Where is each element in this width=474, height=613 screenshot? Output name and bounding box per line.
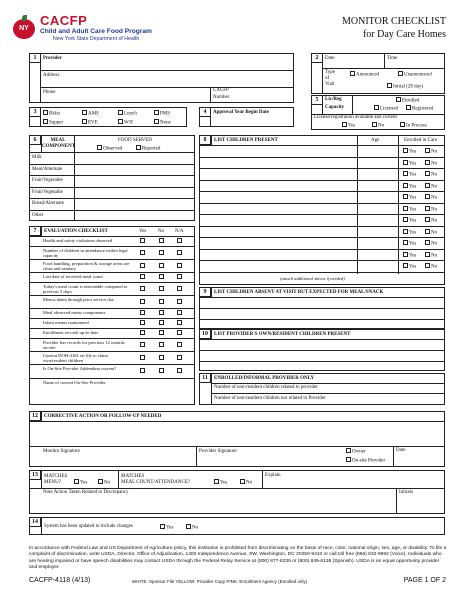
- evaluation-item-label: Health and safety violations observed: [43, 237, 113, 243]
- food-served-field[interactable]: [75, 187, 195, 199]
- evaluation-no-checkbox[interactable]: [159, 342, 164, 347]
- evaluation-no-checkbox[interactable]: [159, 299, 164, 304]
- evaluation-item-label: Number of children in attendance within legal capacity: [43, 247, 128, 258]
- meal-component-row-label: Meat/Alternate: [32, 166, 63, 172]
- evaluation-no-checkbox[interactable]: [159, 355, 164, 360]
- section-number: 5: [311, 95, 323, 105]
- enrolled-no-checkbox[interactable]: [425, 252, 437, 260]
- ny-apple-icon: [13, 19, 35, 39]
- evaluation-no-checkbox[interactable]: [159, 263, 164, 268]
- enrolled-yes-checkbox[interactable]: [403, 206, 416, 214]
- cacfp-label: CACFP: [213, 88, 229, 93]
- evaluation-yes-checkbox[interactable]: [140, 355, 145, 360]
- evaluation-no-checkbox[interactable]: [159, 330, 164, 335]
- evaluation-na-checkbox[interactable]: [177, 250, 182, 255]
- yes-label: Yes: [409, 195, 417, 201]
- section-10-own-children: [199, 329, 445, 371]
- system-updated-label: System has been updated to include changes: [44, 524, 133, 529]
- no-label: No: [431, 218, 438, 224]
- evaluation-no-checkbox[interactable]: [159, 310, 164, 315]
- mealcount-yes-checkbox[interactable]: Yes: [214, 479, 227, 487]
- lic-reg-label: Lic/Reg: [325, 97, 342, 102]
- provider-label: Provider: [43, 56, 62, 61]
- enrolled-no-checkbox[interactable]: [425, 217, 437, 225]
- onsite-provider-checkbox[interactable]: On-site Provider: [346, 457, 385, 465]
- section-number: 1: [29, 53, 41, 63]
- section-6-meal-components: [29, 135, 195, 221]
- food-served-field[interactable]: [75, 152, 195, 164]
- evaluation-yes-checkbox[interactable]: [140, 320, 145, 325]
- enrolled-no-checkbox[interactable]: [425, 160, 437, 168]
- yes-label: Yes: [409, 241, 417, 247]
- evaluation-yes-checkbox[interactable]: [140, 368, 145, 373]
- meal-component-row-label: Milk: [32, 155, 42, 160]
- phone-label: Phone: [43, 90, 56, 95]
- matches-menu-label: MATCHES MENU?: [44, 474, 68, 485]
- section-number: 7: [29, 226, 41, 236]
- evaluation-no-checkbox[interactable]: [159, 274, 164, 279]
- section-number: 6: [29, 135, 41, 145]
- unannounced-checkbox[interactable]: Unannounced: [398, 71, 432, 79]
- meal-component-header: MEAL COMPONENT: [42, 138, 76, 149]
- matches-meal-count-label: MATCHES MEAL COUNT/ATTENDANCE?: [121, 474, 191, 485]
- enrolled-yes-checkbox[interactable]: [403, 229, 416, 237]
- children-present-title: LIST CHILDREN PRESENT: [214, 138, 278, 143]
- related-children-label: Number of non-resident children related to provider: [214, 385, 318, 390]
- no-label: No: [431, 149, 438, 155]
- no-label: No: [431, 264, 438, 270]
- food-served-header: FOOD SERVED: [118, 138, 152, 143]
- meal-none-checkbox[interactable]: None: [154, 119, 171, 127]
- yes-label: Yes: [409, 264, 417, 270]
- evaluation-na-checkbox[interactable]: [177, 310, 182, 315]
- menu-yes-checkbox[interactable]: Yes: [74, 479, 87, 487]
- evaluation-item-label: Current DOH-4161 on file to claim own/resident children: [43, 352, 108, 363]
- license-available-label: License/registration available and current: [314, 115, 397, 120]
- section-number: 13: [29, 470, 41, 480]
- enrolled-yes-checkbox[interactable]: [403, 263, 416, 271]
- meal-component-row-label: Fruit/Vegetable: [32, 178, 63, 183]
- evaluation-yes-checkbox[interactable]: [140, 238, 145, 243]
- enrolled-no-checkbox[interactable]: [425, 148, 437, 156]
- attach-sheets-note: (attach additional sheets if needed): [280, 276, 345, 281]
- menu-no-checkbox[interactable]: No: [98, 479, 110, 487]
- evaluation-no-checkbox[interactable]: [159, 250, 164, 255]
- yes-label: Yes: [409, 253, 417, 258]
- evaluation-no-checkbox[interactable]: [159, 320, 164, 325]
- evaluation-na-checkbox[interactable]: [177, 320, 182, 325]
- yes-label: Yes: [409, 207, 417, 212]
- enrolled-yes-checkbox[interactable]: [403, 252, 416, 260]
- logo-badge: NY: [19, 25, 29, 32]
- license-in-process-checkbox[interactable]: In Process: [400, 122, 427, 130]
- no-label: No: [431, 195, 438, 201]
- children-absent-title: LIST CHILDREN ABSENT AT VISIT BUT EXPECTED FOR MEAL/SNACK: [214, 290, 384, 295]
- evaluation-checklist-title: EVALUATION CHECKLIST: [44, 229, 108, 234]
- section-number: 2: [311, 53, 323, 63]
- evaluation-yes-checkbox[interactable]: [140, 250, 145, 255]
- registered-checkbox[interactable]: Registered: [406, 105, 433, 113]
- enrolled-no-checkbox[interactable]: [425, 240, 437, 248]
- time-label: Time: [387, 56, 398, 61]
- evaluation-yes-checkbox[interactable]: [140, 299, 145, 304]
- type-of-visit-label: Type of Visit: [325, 70, 335, 87]
- yes-label: Yes: [409, 230, 417, 235]
- col-na-header: N/A: [175, 229, 184, 234]
- section-number: 9: [199, 287, 211, 297]
- logo: [13, 13, 152, 43]
- meal-lunch-checkbox[interactable]: Lunch: [118, 110, 137, 118]
- section-11-enrolled-informal: [199, 373, 445, 405]
- enrolled-no-checkbox[interactable]: [425, 263, 437, 271]
- license-no-checkbox[interactable]: No: [372, 122, 384, 130]
- enrolled-no-checkbox[interactable]: [425, 171, 437, 179]
- evaluation-no-checkbox[interactable]: [159, 238, 164, 243]
- department-name: New York State Department of Health: [53, 36, 140, 42]
- food-served-field[interactable]: [75, 175, 195, 187]
- program-name: Child and Adult Care Food Program: [40, 28, 152, 35]
- enrolled-informal-title: ENROLLED/INFORMAL PROVIDER ONLY: [214, 376, 315, 381]
- no-label: No: [431, 172, 438, 178]
- enrolled-yes-checkbox[interactable]: [403, 240, 416, 248]
- evaluation-item-label: Menus dated through prior service day: [43, 296, 115, 302]
- page-subtitle: for Day Care Homes: [362, 29, 446, 40]
- evaluation-yes-checkbox[interactable]: [140, 274, 145, 279]
- form-id: CACFP-4118 (4/13): [29, 577, 91, 584]
- section-14-system-updated: [29, 517, 445, 535]
- own-children-title: LIST PROVIDER'S OWN/RESIDENT CHILDREN PRESENT: [214, 332, 351, 337]
- no-label: No: [431, 230, 438, 235]
- system-yes-checkbox[interactable]: Yes: [160, 524, 173, 532]
- enrolled-no-checkbox[interactable]: [425, 229, 437, 237]
- note-action-label: Note Action Taken Related to Discrepancy: [43, 490, 129, 495]
- evaluation-na-checkbox[interactable]: [177, 274, 182, 279]
- meal-bkfst-checkbox[interactable]: Bkfst: [43, 110, 60, 118]
- meal-we-checkbox[interactable]: W/E: [118, 119, 133, 127]
- evaluation-item-label: Enrollment records up-to-date: [43, 329, 99, 335]
- approval-year-label: Approval Year Begin Date: [213, 110, 269, 115]
- section-13-discrepancy: [29, 470, 445, 514]
- yes-label: Yes: [409, 218, 417, 224]
- initial-visit-checkbox[interactable]: Initial (28 day): [387, 83, 423, 91]
- section-number: 3: [29, 107, 41, 117]
- section-number: 10: [199, 329, 211, 339]
- enrolled-no-checkbox[interactable]: [425, 206, 437, 214]
- enrolled-yes-checkbox[interactable]: [403, 194, 416, 202]
- meal-component-row-label: Bread/Alternate: [32, 201, 64, 206]
- meal-component-row-label: Fruit/Vegetable: [32, 189, 63, 195]
- evaluation-na-checkbox[interactable]: [177, 299, 182, 304]
- explain-label: Explain: [265, 473, 281, 478]
- observed-checkbox[interactable]: Observed: [97, 145, 122, 153]
- food-served-field[interactable]: [75, 210, 195, 222]
- cacfp-number-label: Number: [213, 95, 230, 100]
- page-number: PAGE 1 OF 2: [403, 577, 446, 584]
- section-8-children-present: [199, 135, 445, 285]
- capacity-label: Capacity: [325, 105, 345, 110]
- meal-ams-checkbox[interactable]: AMS: [82, 110, 99, 118]
- evaluation-na-checkbox[interactable]: [177, 355, 182, 360]
- food-served-field[interactable]: [75, 164, 195, 176]
- yes-label: Yes: [409, 161, 417, 166]
- evaluation-na-checkbox[interactable]: [177, 263, 182, 268]
- meal-supper-checkbox[interactable]: Supper: [43, 119, 63, 127]
- col-no-header: No: [158, 229, 165, 234]
- no-label: No: [431, 161, 438, 166]
- evaluation-item-label: Meal observed meets components: [43, 309, 106, 315]
- evaluation-yes-checkbox[interactable]: [140, 342, 145, 347]
- distribution-note: WHITE: Sponsor File YELLOW: Provider Copy PINK: Enrollment Agency (Enrolled only): [132, 579, 308, 584]
- yes-label: Yes: [409, 149, 417, 155]
- enrolled-yes-checkbox[interactable]: [403, 183, 416, 191]
- date-label: Date: [396, 448, 406, 453]
- age-header: Age: [371, 138, 380, 143]
- mealcount-no-checkbox[interactable]: No: [240, 479, 252, 487]
- evaluation-na-checkbox[interactable]: [177, 342, 182, 347]
- meal-eve-checkbox[interactable]: EVE: [82, 119, 98, 127]
- logo-name: CACFP: [40, 13, 88, 28]
- address-label: Address: [43, 73, 60, 78]
- evaluation-item-label: Last date of received meal count: [43, 273, 103, 279]
- section-12-corrective-action: [29, 411, 445, 467]
- unrelated-children-label: Number of non-resident children not related to Provider: [214, 396, 326, 401]
- provider-signature-label: Provider Signature: [199, 449, 237, 454]
- no-label: No: [431, 207, 438, 212]
- section-number: 14: [29, 517, 41, 527]
- evaluation-na-checkbox[interactable]: [177, 238, 182, 243]
- corrective-action-title: CORRECTIVE ACTION OR FOLLOW-UP NEEDED: [44, 414, 162, 419]
- section-4-approval-year: [199, 107, 294, 127]
- owner-checkbox[interactable]: Owner: [346, 448, 366, 456]
- page-title: MONITOR CHECKLIST: [342, 16, 446, 27]
- reported-checkbox[interactable]: Reported: [136, 145, 160, 153]
- food-served-field[interactable]: [75, 198, 195, 210]
- section-number: 11: [199, 373, 211, 383]
- section-number: 4: [199, 107, 211, 117]
- evaluation-item-label: Infant menus maintained: [43, 319, 89, 325]
- evaluation-item-label: Food handling, preparation & storage areas are clean and sanitary: [43, 260, 130, 271]
- enrolled-no-checkbox[interactable]: [425, 183, 437, 191]
- nondiscrimination-statement: In accordance with Federal Law and US Department of Agriculture policy, this institution is prohibited from discriminating on the basis of race, color, national origin, sex, age, or disability. To file a complaint of discrimination, write USDA, Director, Office of Adjudication, 1400 Independence Avenue, SW, Washington, DC 20250-9410 or call toll free (866) 632-9992 (Voice). Individuals who are hearing impaired or have speech disabilities may contact USDA through the Federal Relay Service at (800) 877-8339 or (800) 845-6136 (Spanish). USDA is an equal opportunity provider and employer.: [29, 546, 447, 571]
- evaluation-item-label: Name of current On-Site Provider: [43, 379, 106, 385]
- evaluation-na-checkbox[interactable]: [177, 368, 182, 373]
- monitor-signature-label: Monitor Signature: [43, 449, 80, 454]
- meal-pms-checkbox[interactable]: PMS: [154, 110, 170, 118]
- meal-component-row-label: Other: [32, 212, 44, 218]
- enrolled-in-care-header: Enrolled in Care: [404, 138, 438, 143]
- evaluation-na-checkbox[interactable]: [177, 286, 182, 291]
- no-label: No: [431, 241, 438, 247]
- section-2-visit: [311, 53, 445, 94]
- evaluation-yes-checkbox[interactable]: [140, 286, 145, 291]
- no-label: No: [431, 184, 438, 189]
- section-3-meals-approved: [29, 107, 187, 127]
- evaluation-no-checkbox[interactable]: [159, 286, 164, 291]
- evaluation-yes-checkbox[interactable]: [140, 310, 145, 315]
- col-yes-header: Yes: [139, 229, 147, 234]
- license-yes-checkbox[interactable]: Yes: [342, 122, 355, 130]
- enrolled-no-checkbox[interactable]: [425, 194, 437, 202]
- section-number: 8: [199, 135, 211, 145]
- evaluation-item-label: Today's meal count is reasonable compared to previous 5 days: [43, 283, 128, 294]
- licensed-checkbox[interactable]: Licensed: [374, 105, 398, 113]
- no-label: No: [431, 253, 438, 258]
- initials-label: Initials: [399, 490, 413, 495]
- system-no-checkbox[interactable]: No: [186, 524, 198, 532]
- evaluation-yes-checkbox[interactable]: [140, 330, 145, 335]
- enrolled-checkbox[interactable]: Enrolled: [396, 97, 419, 105]
- section-number: 12: [29, 411, 41, 421]
- evaluation-item-label: Is On-Site Provider Addendum current?: [43, 365, 117, 371]
- section-7-evaluation: [29, 226, 195, 405]
- evaluation-no-checkbox[interactable]: [159, 368, 164, 373]
- evaluation-na-checkbox[interactable]: [177, 330, 182, 335]
- section-5-license: [311, 95, 445, 130]
- date-label: Date: [325, 56, 335, 61]
- enrolled-yes-checkbox[interactable]: [403, 171, 416, 179]
- section-1-provider: [29, 53, 294, 103]
- enrolled-yes-checkbox[interactable]: [403, 160, 416, 168]
- enrolled-yes-checkbox[interactable]: [403, 217, 416, 225]
- yes-label: Yes: [409, 184, 417, 189]
- enrolled-yes-checkbox[interactable]: [403, 148, 416, 156]
- evaluation-yes-checkbox[interactable]: [140, 263, 145, 268]
- yes-label: Yes: [409, 172, 417, 178]
- section-9-children-absent: [199, 287, 445, 329]
- announced-checkbox[interactable]: Announced: [350, 71, 379, 79]
- evaluation-item-label: Provider has records for previous 12 months on-site: [43, 339, 125, 350]
